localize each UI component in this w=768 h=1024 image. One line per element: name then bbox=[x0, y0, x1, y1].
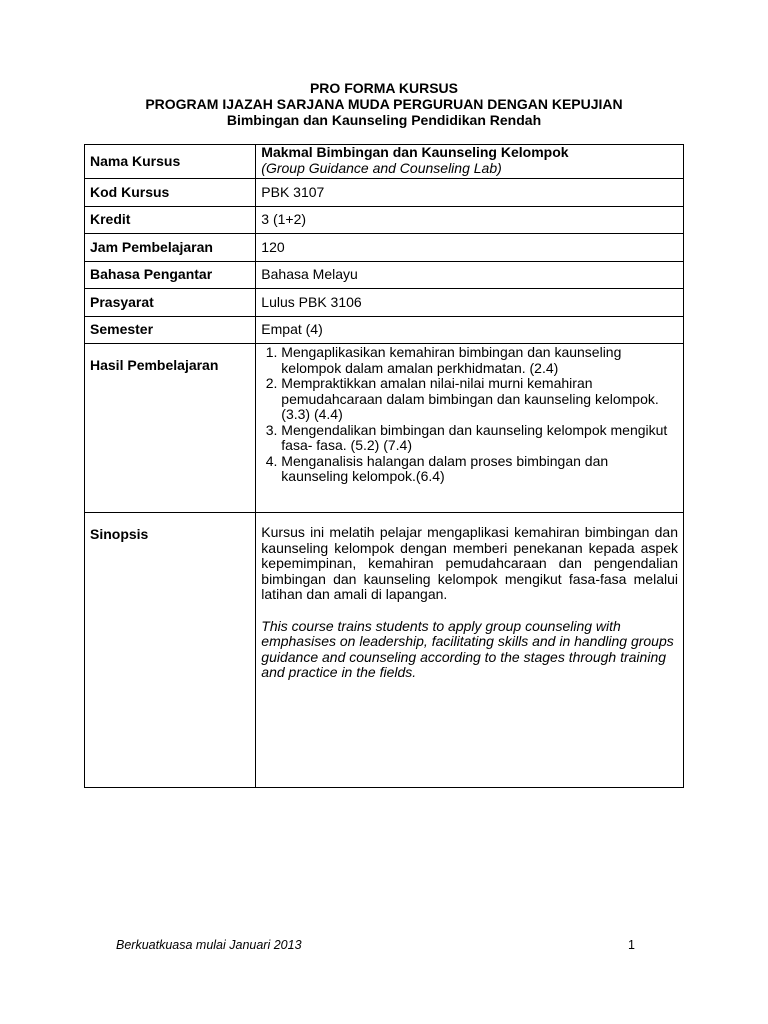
value-hasil-pembelajaran bbox=[256, 344, 684, 513]
label-semester: Semester bbox=[85, 317, 256, 344]
value-semester: Empat (4) bbox=[256, 317, 684, 344]
value-kod-kursus: PBK 3107 bbox=[256, 179, 684, 207]
synopsis-malay: Kursus ini melatih pelajar mengaplikasi kemahiran bimbingan dan kaunseling kelompok dengan memberi penekanan kepada aspek kepemimpinan, kemahiran pemudahcaraan dan pengendalian bimbingan dan kaunseling kelompok mengikut fasa-fasa melalui latihan dan amali di lapangan. bbox=[261, 524, 678, 602]
header-specialization: Bimbingan dan Kaunseling Pendidikan Rendah bbox=[226, 112, 542, 128]
value-jam-pembelajaran: 120 bbox=[256, 234, 684, 262]
row-kredit bbox=[85, 207, 684, 234]
value-prasyarat: Lulus PBK 3106 bbox=[256, 289, 684, 317]
value-nama-kursus bbox=[256, 145, 684, 179]
label-bahasa-pengantar: Bahasa Pengantar bbox=[85, 262, 256, 289]
label-sinopsis: Sinopsis bbox=[85, 513, 256, 788]
learning-outcomes-list bbox=[261, 345, 678, 485]
header-program: PROGRAM IJAZAH SARJANA MUDA PERGURUAN DENGAN KEPUJIAN bbox=[145, 96, 623, 112]
row-jam-pembelajaran bbox=[85, 234, 684, 262]
page-number: 1 bbox=[628, 938, 635, 952]
learning-outcome-item: 3. Mengendalikan bimbingan dan kaunseling kelompok mengikut fasa- fasa. (5.2) (7.4) bbox=[281, 423, 678, 454]
learning-outcome-item: 1. Mengaplikasikan kemahiran bimbingan dan kaunseling kelompok dalam amalan perkhidmatan. (2.4) bbox=[281, 345, 678, 376]
learning-outcome-item: 4. Menganalisis halangan dalam proses bimbingan dan kaunseling kelompok.(6.4) bbox=[281, 454, 678, 485]
row-hasil-pembelajaran bbox=[85, 344, 684, 513]
row-prasyarat bbox=[85, 289, 684, 317]
label-hasil-pembelajaran: Hasil Pembelajaran bbox=[85, 344, 256, 513]
label-nama-kursus: Nama Kursus bbox=[85, 145, 256, 179]
label-jam-pembelajaran: Jam Pembelajaran bbox=[85, 234, 256, 262]
label-kredit: Kredit bbox=[85, 207, 256, 234]
learning-outcome-item: 2. Mempraktikkan amalan nilai-nilai murni kemahiran pemudahcaraan dalam bimbingan dan kaunseling kelompok. (3.3) (4.4) bbox=[281, 376, 678, 423]
course-name-english: (Group Guidance and Counseling Lab) bbox=[261, 159, 502, 176]
value-kredit: 3 (1+2) bbox=[256, 207, 684, 234]
row-semester bbox=[85, 317, 684, 344]
footer-effective-date: Berkuatkuasa mulai Januari 2013 bbox=[116, 938, 302, 952]
row-sinopsis bbox=[85, 513, 684, 788]
course-name-malay: Makmal Bimbingan dan Kaunseling Kelompok bbox=[261, 144, 569, 160]
label-prasyarat: Prasyarat bbox=[85, 289, 256, 317]
row-nama-kursus bbox=[85, 145, 684, 179]
label-kod-kursus: Kod Kursus bbox=[85, 179, 256, 207]
row-kod-kursus bbox=[85, 179, 684, 207]
synopsis-english: This course trains students to apply group counseling with emphasises on leadership, facilitating skills and in handling groups guidance and counseling according to the stages through training and practice in the fields. bbox=[261, 617, 674, 680]
row-bahasa-pengantar bbox=[85, 262, 684, 289]
course-table bbox=[84, 144, 684, 788]
value-bahasa-pengantar: Bahasa Melayu bbox=[256, 262, 684, 289]
document-header bbox=[0, 80, 768, 128]
header-title: PRO FORMA KURSUS bbox=[309, 80, 459, 96]
value-sinopsis bbox=[256, 513, 684, 788]
